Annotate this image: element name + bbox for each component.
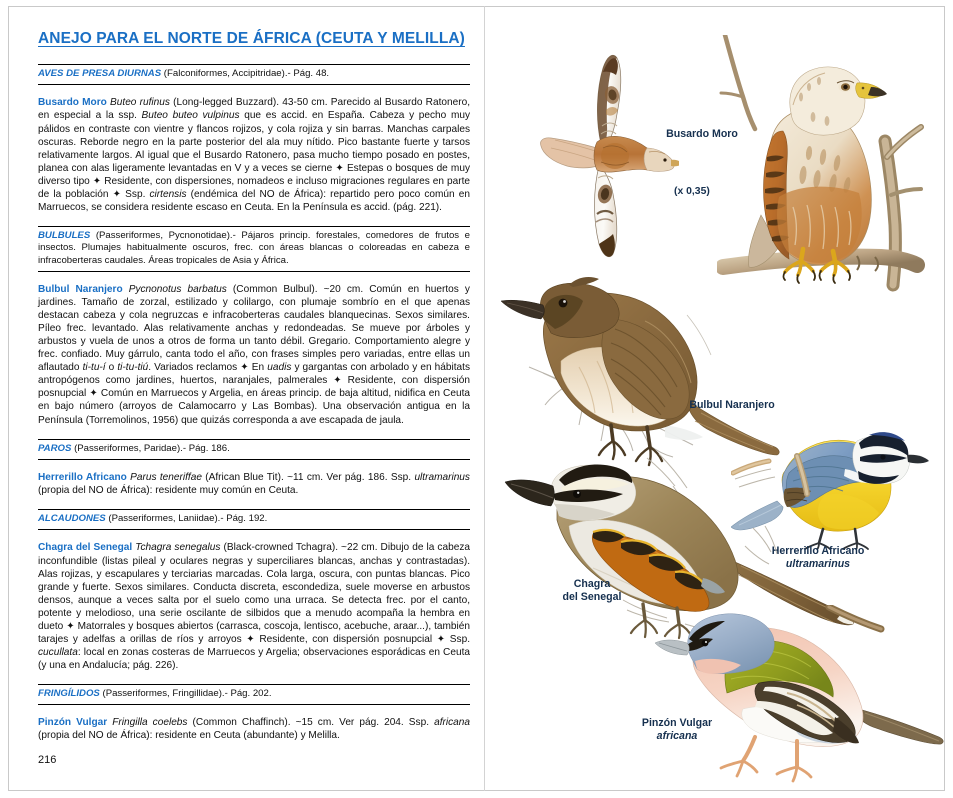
species-entry-bulbul-naranjero bbox=[38, 283, 470, 427]
label-pinzon-vulgar-text: Pinzón Vulgar bbox=[641, 717, 713, 729]
label-scale-factor: (x 0,35) bbox=[674, 186, 710, 197]
family-name: FRINGÍLIDOS bbox=[38, 687, 100, 699]
label-herrerillo-africano-text: Herrerillo Africano bbox=[771, 545, 865, 557]
species-text-sci-2: africana bbox=[434, 717, 470, 729]
page-title: ANEJO PARA EL NORTE DE ÁFRICA (CEUTA Y MELILLA) bbox=[38, 30, 465, 47]
label-busardo-moro-text: Busardo Moro bbox=[666, 128, 738, 140]
family-name: PAROS bbox=[38, 442, 72, 454]
species-common-name: Pinzón Vulgar bbox=[38, 717, 108, 729]
species-scientific-name: Buteo rufinus bbox=[110, 97, 170, 109]
family-header-paros bbox=[38, 439, 470, 460]
pinzon-vulgar-illustration bbox=[647, 605, 947, 785]
species-text-3: (propia del NO de África): residente muy común en Ceuta. bbox=[38, 485, 299, 497]
species-text-sci-4: ti-tu-tiú bbox=[117, 362, 149, 374]
species-scientific-name: Pycnonotus barbatus bbox=[128, 284, 227, 296]
species-text-5: . Variados reclamos ✦ En bbox=[148, 362, 268, 374]
species-text-sci-4: cirtensis bbox=[149, 188, 187, 200]
label-pinzon-vulgar bbox=[592, 717, 762, 743]
family-detail: (Passeriformes, Pycnonotidae).- Pájaros princip. forestales, comedores de frutos e insectos. Plumajes habitualmente oscuros, frec. con áreas blancas o coloreadas en cabeza e infracoberteras caudales. Áreas tropicales de Asia y África. bbox=[38, 229, 470, 266]
page-number: 216 bbox=[38, 754, 57, 767]
species-text-1: (Common Bulbul). ~20 cm. Común en huertos y jardines. Tamaño de zorzal, estilizado y colilargo, con plumaje sombrío en el que apenas destacan cabeza y cola negruzcas e infracoberteras caudales blanquecinas. Sexos similares. Píleo frec. levantado. Alas relativamente anchas y redondeadas. Se mueve por árboles y arbustos y vuela de unos a otros de forma un tanto débil. Gregario. Comportamiento alegre y frec. confiado. Muy gárrulo, canta todo el año, con frases simples pero variadas, entre ellas un aflautado bbox=[38, 284, 470, 374]
species-common-name: Chagra del Senegal bbox=[38, 542, 133, 554]
species-text-5: (endémica del NO de África): repartido pero poco común en Marruecos, se considera residente escaso en Ceuta. En la Península es accid. (pág. 221). bbox=[38, 188, 470, 213]
species-text-3: o bbox=[105, 362, 118, 374]
species-scientific-name: Fringilla coelebs bbox=[112, 717, 188, 729]
family-detail: (Passeriformes, Fringillidae).- Pág. 202. bbox=[99, 687, 272, 699]
busardo-moro-perched-illustration bbox=[717, 35, 947, 300]
species-text-sci-2: Buteo buteo vulpinus bbox=[141, 110, 240, 122]
illustration-plate bbox=[487, 10, 949, 788]
busardo-moro-flight-illustration bbox=[539, 48, 679, 278]
species-text-7: y gargantas con arbolado y en hábitats antropógenos como jardines, huertos, naranjales, palmerales ✦ Residente, con dispersión posnupcial ✦ Común en Marruecos y Argelia, en áreas princip. de baja altitud, nidifica en Ceuta en bajo número (arroyos de Calamocarro y Las Bombas). Una observación antigua en la Península (Torremolinos, 1956) que quizás corresponda a ave escapada de jaula. bbox=[38, 362, 470, 426]
family-header-aves-presa bbox=[38, 64, 470, 85]
species-text-1: (African Blue Tit). ~11 cm. Ver pág. 186. Ssp. bbox=[201, 471, 415, 483]
label-herrerillo-africano-subspecies: ultramarinus bbox=[785, 558, 851, 570]
family-header-fringilidos bbox=[38, 684, 470, 705]
column-divider bbox=[484, 6, 485, 791]
species-entry-chagra-senegal bbox=[38, 541, 470, 671]
family-header-alcaudones bbox=[38, 509, 470, 530]
text-column bbox=[38, 30, 470, 766]
family-detail: (Passeriformes, Laniidae).- Pág. 192. bbox=[105, 513, 268, 525]
species-text-1: (Black-crowned Tchagra). ~22 cm. Dibujo de la cabeza inconfundible (listas pileal y oculares negras y superciliares blancas, anchas y contrastadas). Alas rojizas, y escapulares y terciarias marcadas. Cola larga, oscura, con puntas blancas. Pico grande y fuerte. Sexos similares. Conducta discreta, escondediza, suele moverse en arbustos densos, aunque a veces salta por el suelo como una urraca. Se detecta frec. por el canto, potente y melodioso, una serie oscilante de silbidos que a menudo acompaña la hembra en dueto ✦ Matorrales y bosques abiertos (carrasca, coscoja, lentisco, acebuche, araar...), también tarajes y adelfas a orillas de ríos y arroyos ✦ Residente, con dispersión posnupcial ✦ Ssp. bbox=[38, 542, 470, 645]
family-detail: (Passeriformes, Paridae).- Pág. 186. bbox=[71, 442, 230, 454]
family-detail: (Falconiformes, Accipitridae).- Pág. 48. bbox=[161, 68, 330, 79]
species-common-name: Bulbul Naranjero bbox=[38, 284, 123, 296]
species-text-sci-2: cucullata bbox=[38, 646, 78, 658]
species-entry-busardo-moro bbox=[38, 96, 470, 213]
label-chagra-line-2: del Senegal bbox=[562, 591, 622, 603]
species-text-1: (Common Chaffinch). ~15 cm. Ver pág. 204. Ssp. bbox=[187, 717, 435, 729]
species-text-3: que es accid. en España. Cabeza y pecho muy pálidos en contraste con vientre y flancos rojizos, y cola rojiza y sin barras. Manchas carpales oscuras. Reborde negro en la parte posterior del ala muy nítido. Pico bastante fuerte y tarsos relativamente largos. Al igual que el Busardo Ratonero, pasa mucho tiempo posado en postes, planea con alas ligeramente levantadas en V y a veces se cierne ✦ Estepas o bosques de muy diverso tipo ✦ Residente, con dispersiones, nomadeos e incluso migraciones regulares en parte de la población ✦ Ssp. bbox=[38, 110, 471, 200]
label-chagra-del-senegal bbox=[512, 578, 672, 604]
species-entry-herrerillo-africano bbox=[38, 471, 470, 497]
species-entry-pinzon-vulgar bbox=[38, 716, 470, 742]
label-bulbul-naranjero bbox=[662, 399, 802, 412]
species-text-1: (Long-legged Buzzard). 43-50 cm. Parecido al Busardo Ratonero, en especial a la ssp. bbox=[38, 97, 470, 122]
family-name: AVES DE PRESA DIURNAS bbox=[38, 68, 162, 79]
species-scientific-name: Parus teneriffae bbox=[130, 471, 202, 483]
species-text-sci-2: ultramarinus bbox=[414, 471, 470, 483]
label-chagra-line-1: Chagra bbox=[573, 578, 611, 590]
species-text-3: (propia del NO de África): residente en Ceuta (abundante) y Melilla. bbox=[38, 730, 340, 742]
species-text-sci-2: ti-tu-í bbox=[82, 362, 106, 374]
species-text-3: : local en zonas costeras de Marruecos y Argelia; observaciones esporádicas en Ceuta (y una en Andalucía; pág. 226). bbox=[38, 646, 470, 671]
family-header-bulbules bbox=[38, 226, 470, 272]
species-common-name: Busardo Moro bbox=[38, 97, 107, 109]
label-pinzon-vulgar-subspecies: africana bbox=[656, 730, 698, 742]
species-text-sci-6: uadis bbox=[267, 362, 292, 374]
family-name: ALCAUDONES bbox=[38, 513, 106, 525]
species-scientific-name: Tchagra senegalus bbox=[135, 542, 221, 554]
label-bulbul-naranjero-text: Bulbul Naranjero bbox=[689, 399, 775, 411]
species-common-name: Herrerillo Africano bbox=[38, 471, 127, 483]
family-name: BULBULES bbox=[38, 229, 91, 241]
